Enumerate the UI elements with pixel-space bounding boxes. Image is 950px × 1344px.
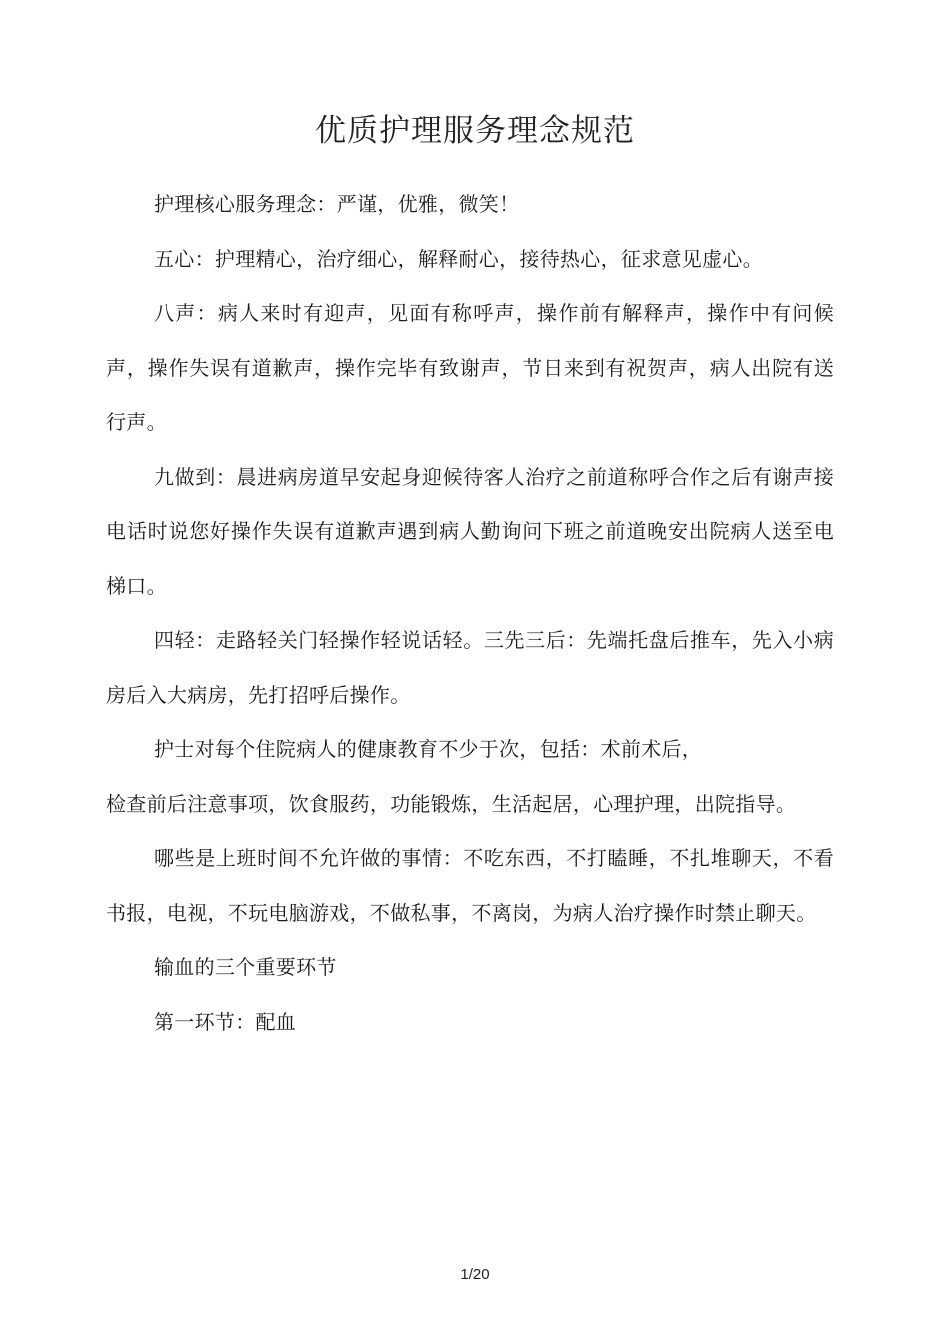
paragraph-health-education: 护士对每个住院病人的健康教育不少于次，包括：术前术后， — [154, 737, 703, 761]
document-title: 优质护理服务理念规范 — [315, 113, 635, 149]
paragraph-prohibited-actions: 哪些是上班时间不允许做的事情：不吃东西，不打瞌睡，不扎堆聊天，不看书报，电视，不玩电脑游戏，不做私事，不离岗，为病人治疗操作时禁止聊天。 — [106, 846, 834, 925]
paragraph-core-concept: 护理核心服务理念：严谨，优雅，微笑！ — [154, 192, 520, 216]
paragraph-first-step: 第一环节：配血 — [154, 1009, 297, 1034]
document-body — [106, 177, 834, 1049]
paragraph-transfusion-heading: 输血的三个重要环节 — [154, 955, 337, 979]
paragraph-health-education-items: 检查前后注意事项，饮食服药，功能锻炼，生活起居，心理护理，出院指导。 — [106, 791, 797, 816]
paragraph-five-hearts: 五心：护理精心，治疗细心，解释耐心，接待热心，征求意见虚心。 — [154, 246, 763, 271]
page-number: 1/20 — [460, 1266, 490, 1283]
paragraph-four-lights: 四轻：走路轻关门轻操作轻说话轻。三先三后：先端托盘后推车，先入小病房后入大病房，先打招呼后操作。 — [106, 628, 834, 707]
paragraph-eight-voices: 八声：病人来时有迎声，见面有称呼声，操作前有解释声，操作中有问候声，操作失误有道歉声，操作完毕有致谢声，节日来到有祝贺声，病人出院有送行声。 — [106, 301, 834, 434]
paragraph-nine-dos: 九做到：晨进病房道早安起身迎候待客人治疗之前道称呼合作之后有谢声接电话时说您好操作失误有道歉声遇到病人勤询问下班之前道晚安出院病人送至电梯口。 — [106, 464, 834, 598]
